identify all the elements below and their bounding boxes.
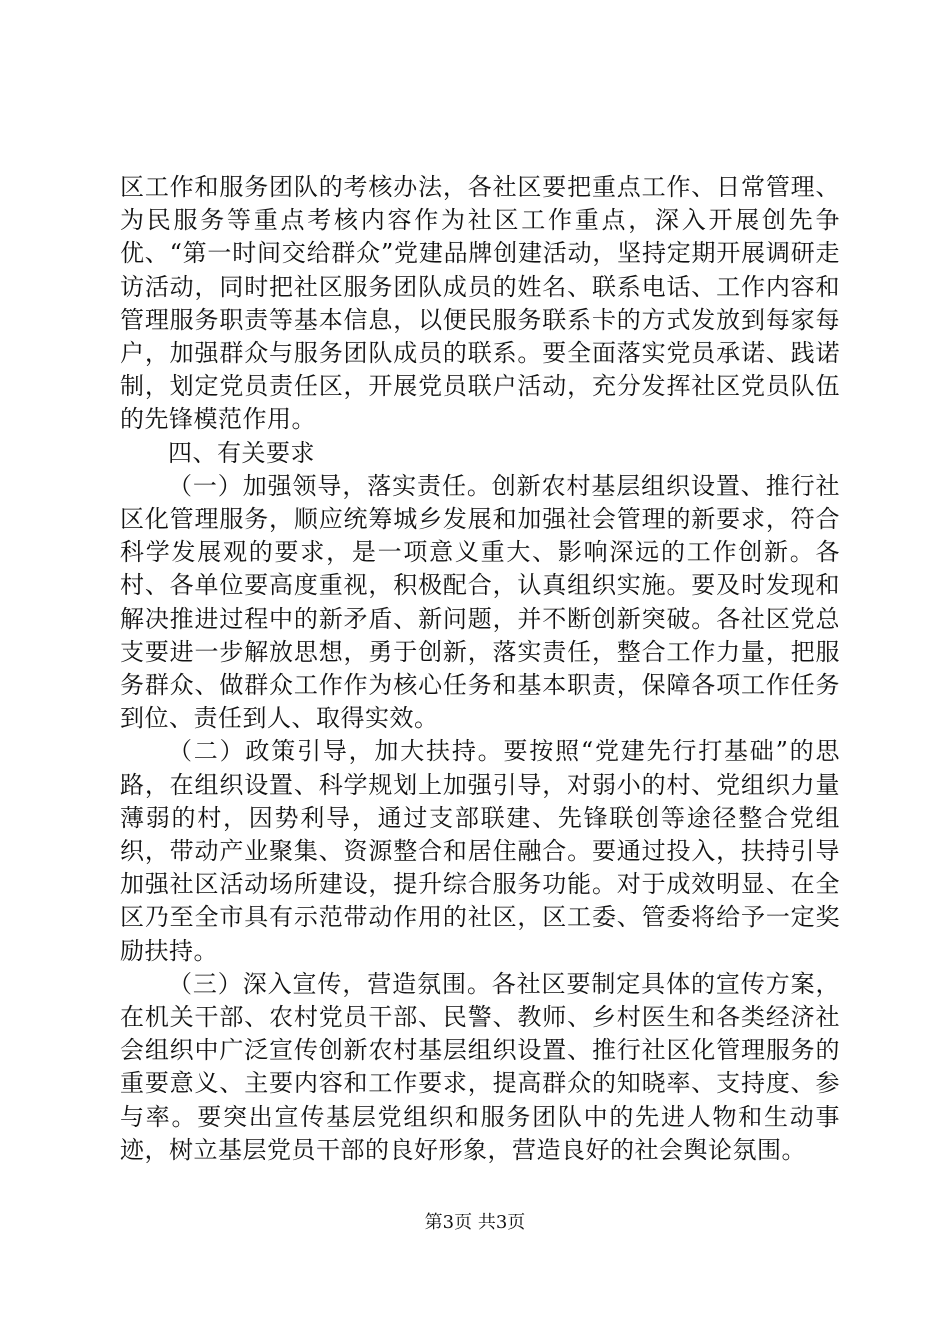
section-heading: 四、有关要求: [168, 438, 315, 467]
paragraph-continuation: 区工作和服务团队的考核办法，各社区要把重点工作、日常管理、为民服务等重点考核内容作为社区工作重点，深入开展创先争优、“第一时间交给群众”党建品牌创建活动，坚持定期开展调研走访活动，同时把社区服务团队成员的姓名、联系电话、工作内容和管理服务职责等基本信息，以便民服务联系卡的方式发放到每家每户，加强群众与服务团队成员的联系。要全面落实党员承诺、践诺制，划定党员责任区，开展党员联户活动，充分发挥社区党员队伍的先锋模范作用。: [120, 173, 840, 434]
paragraph-policy: （二）政策引导，加大扶持。要按照“党建先行打基础”的思路，在组织设置、科学规划上加强引导，对弱小的村、党组织力量薄弱的村，因势利导，通过支部联建、先锋联创等途径整合党组织，带动产业聚集、资源整合和居住融合。要通过投入，扶持引导加强社区活动场所建设，提升综合服务功能。对于成效明显、在全区乃至全市具有示范带动作用的社区，区工委、管委将给予一定奖励扶持。: [120, 737, 840, 965]
paragraph-leadership: （一）加强领导，落实责任。创新农村基层组织设置、推行社区化管理服务，顺应统筹城乡发展和加强社会管理的新要求，符合科学发展观的要求，是一项意义重大、影响深远的工作创新。各村、各单位要高度重视，积极配合，认真组织实施。要及时发现和解决推进过程中的新矛盾、新问题，并不断创新突破。各社区党总支要进一步解放思想，勇于创新，落实责任，整合工作力量，把服务群众、做群众工作作为核心任务和基本职责，保障各项工作任务到位、责任到人、取得实效。: [120, 471, 840, 733]
paragraph-publicity: （三）深入宣传，营造氛围。各社区要制定具体的宣传方案，在机关干部、农村党员干部、民警、教师、乡村医生和各类经济社会组织中广泛宣传创新农村基层组织设置、推行社区化管理服务的重要意义、主要内容和工作要求，提高群众的知晓率、支持度、参与率。要突出宣传基层党组织和服务团队中的先进人物和生动事迹，树立基层党员干部的良好形象，营造良好的社会舆论氛围。: [120, 969, 840, 1164]
page-footer: 第3页 共3页: [424, 1212, 526, 1233]
document-body: [120, 171, 840, 1167]
